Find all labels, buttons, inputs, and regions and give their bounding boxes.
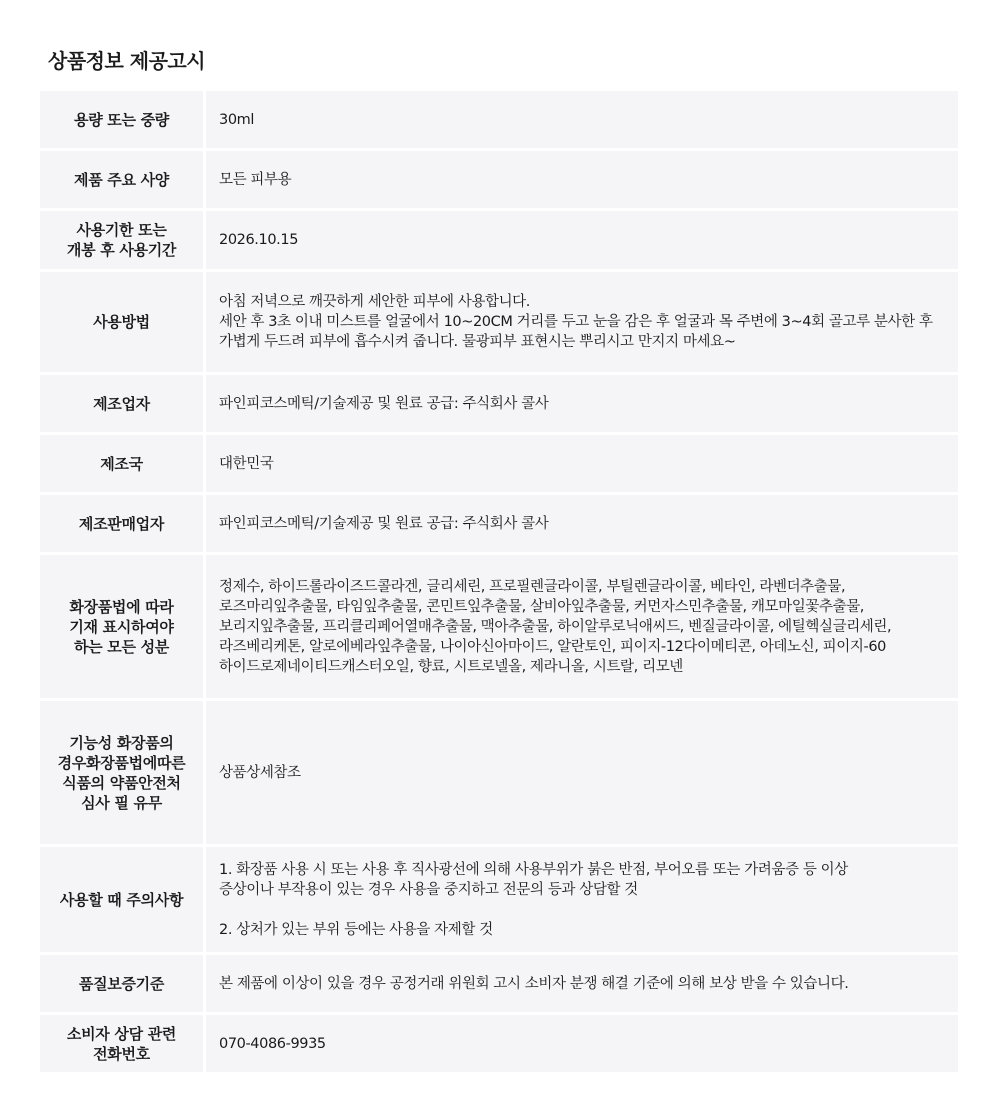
row-label-functional: 기능성 화장품의 경우화장품법에따른 식품의 약품안전처 심사 필 유무 <box>40 701 203 844</box>
row-label-expiry: 사용기한 또는 개봉 후 사용기간 <box>40 211 203 269</box>
row-value-country: 대한민국 <box>206 435 958 492</box>
row-label-quality: 품질보증기준 <box>40 955 203 1012</box>
row-value-manufacturer: 파인피코스메틱/기술제공 및 원료 공급: 주식회사 콜사 <box>206 375 958 432</box>
product-info-table <box>40 91 958 1072</box>
row-value-expiry: 2026.10.15 <box>206 211 958 269</box>
row-label-country: 제조국 <box>40 435 203 492</box>
row-value-volume: 30ml <box>206 91 958 148</box>
page-title: 상품정보 제공고시 <box>48 49 206 73</box>
row-value-spec: 모든 피부용 <box>206 151 958 208</box>
row-label-spec: 제품 주요 사양 <box>40 151 203 208</box>
row-label-ingredients: 화장품법에 따라 기재 표시하여야 하는 모든 성분 <box>40 555 203 698</box>
row-value-seller: 파인피코스메틱/기술제공 및 원료 공급: 주식회사 콜사 <box>206 495 958 552</box>
row-label-phone: 소비자 상담 관련 전화번호 <box>40 1015 203 1072</box>
row-value-cautions: 1. 화장품 사용 시 또는 사용 후 직사광선에 의해 사용부위가 붉은 반점, 부어오름 또는 가려움증 등 이상 증상이나 부작용이 있는 경우 사용을 중지하고 전문의 등과 상담할 것 2. 상처가 있는 부위 등에는 사용을 자제할 것 <box>206 847 958 952</box>
row-value-ingredients: 정제수, 하이드롤라이즈드콜라겐, 글리세린, 프로필렌글라이콜, 부틸렌글라이콜, 베타인, 라벤더추출물, 로즈마리잎추출물, 타임잎추출물, 콘민트잎추출물, 살비아잎추출물, 커먼자스민추출물, 캐모마일꽃추출물, 보리지잎추출물, 프리클리페어열매추출물, 맥아추출물, 하이알루로닉애씨드, 벤질글라이콜, 에틸헥실글리세린, 라즈베리케톤, 알로에베라잎추출물, 나이아신아마이드, 알란토인, 피이지-12다이메티콘, 아데노신, 피이지-60 하이드로제네이티드캐스터오일, 향료, 시트로넬올, 제라니올, 시트랄, 리모넨 <box>206 555 958 698</box>
row-value-functional: 상품상세참조 <box>206 701 958 844</box>
row-label-usage: 사용방법 <box>40 272 203 372</box>
row-label-manufacturer: 제조업자 <box>40 375 203 432</box>
row-value-quality: 본 제품에 이상이 있을 경우 공정거래 위원회 고시 소비자 분쟁 해결 기준에 의해 보상 받을 수 있습니다. <box>206 955 958 1012</box>
row-value-phone: 070-4086-9935 <box>206 1015 958 1072</box>
row-label-seller: 제조판매업자 <box>40 495 203 552</box>
row-label-cautions: 사용할 때 주의사항 <box>40 847 203 952</box>
row-value-usage: 아침 저녁으로 깨끗하게 세안한 피부에 사용합니다. 세안 후 3초 이내 미스트를 얼굴에서 10~20CM 거리를 두고 눈을 감은 후 얼굴과 목 주변에 3~4회 골고루 분사한 후 가볍게 두드려 피부에 흡수시켜 줍니다. 물광피부 표현시는 뿌리시고 만지지 마세요~ <box>206 272 958 372</box>
row-label-volume: 용량 또는 중량 <box>40 91 203 148</box>
